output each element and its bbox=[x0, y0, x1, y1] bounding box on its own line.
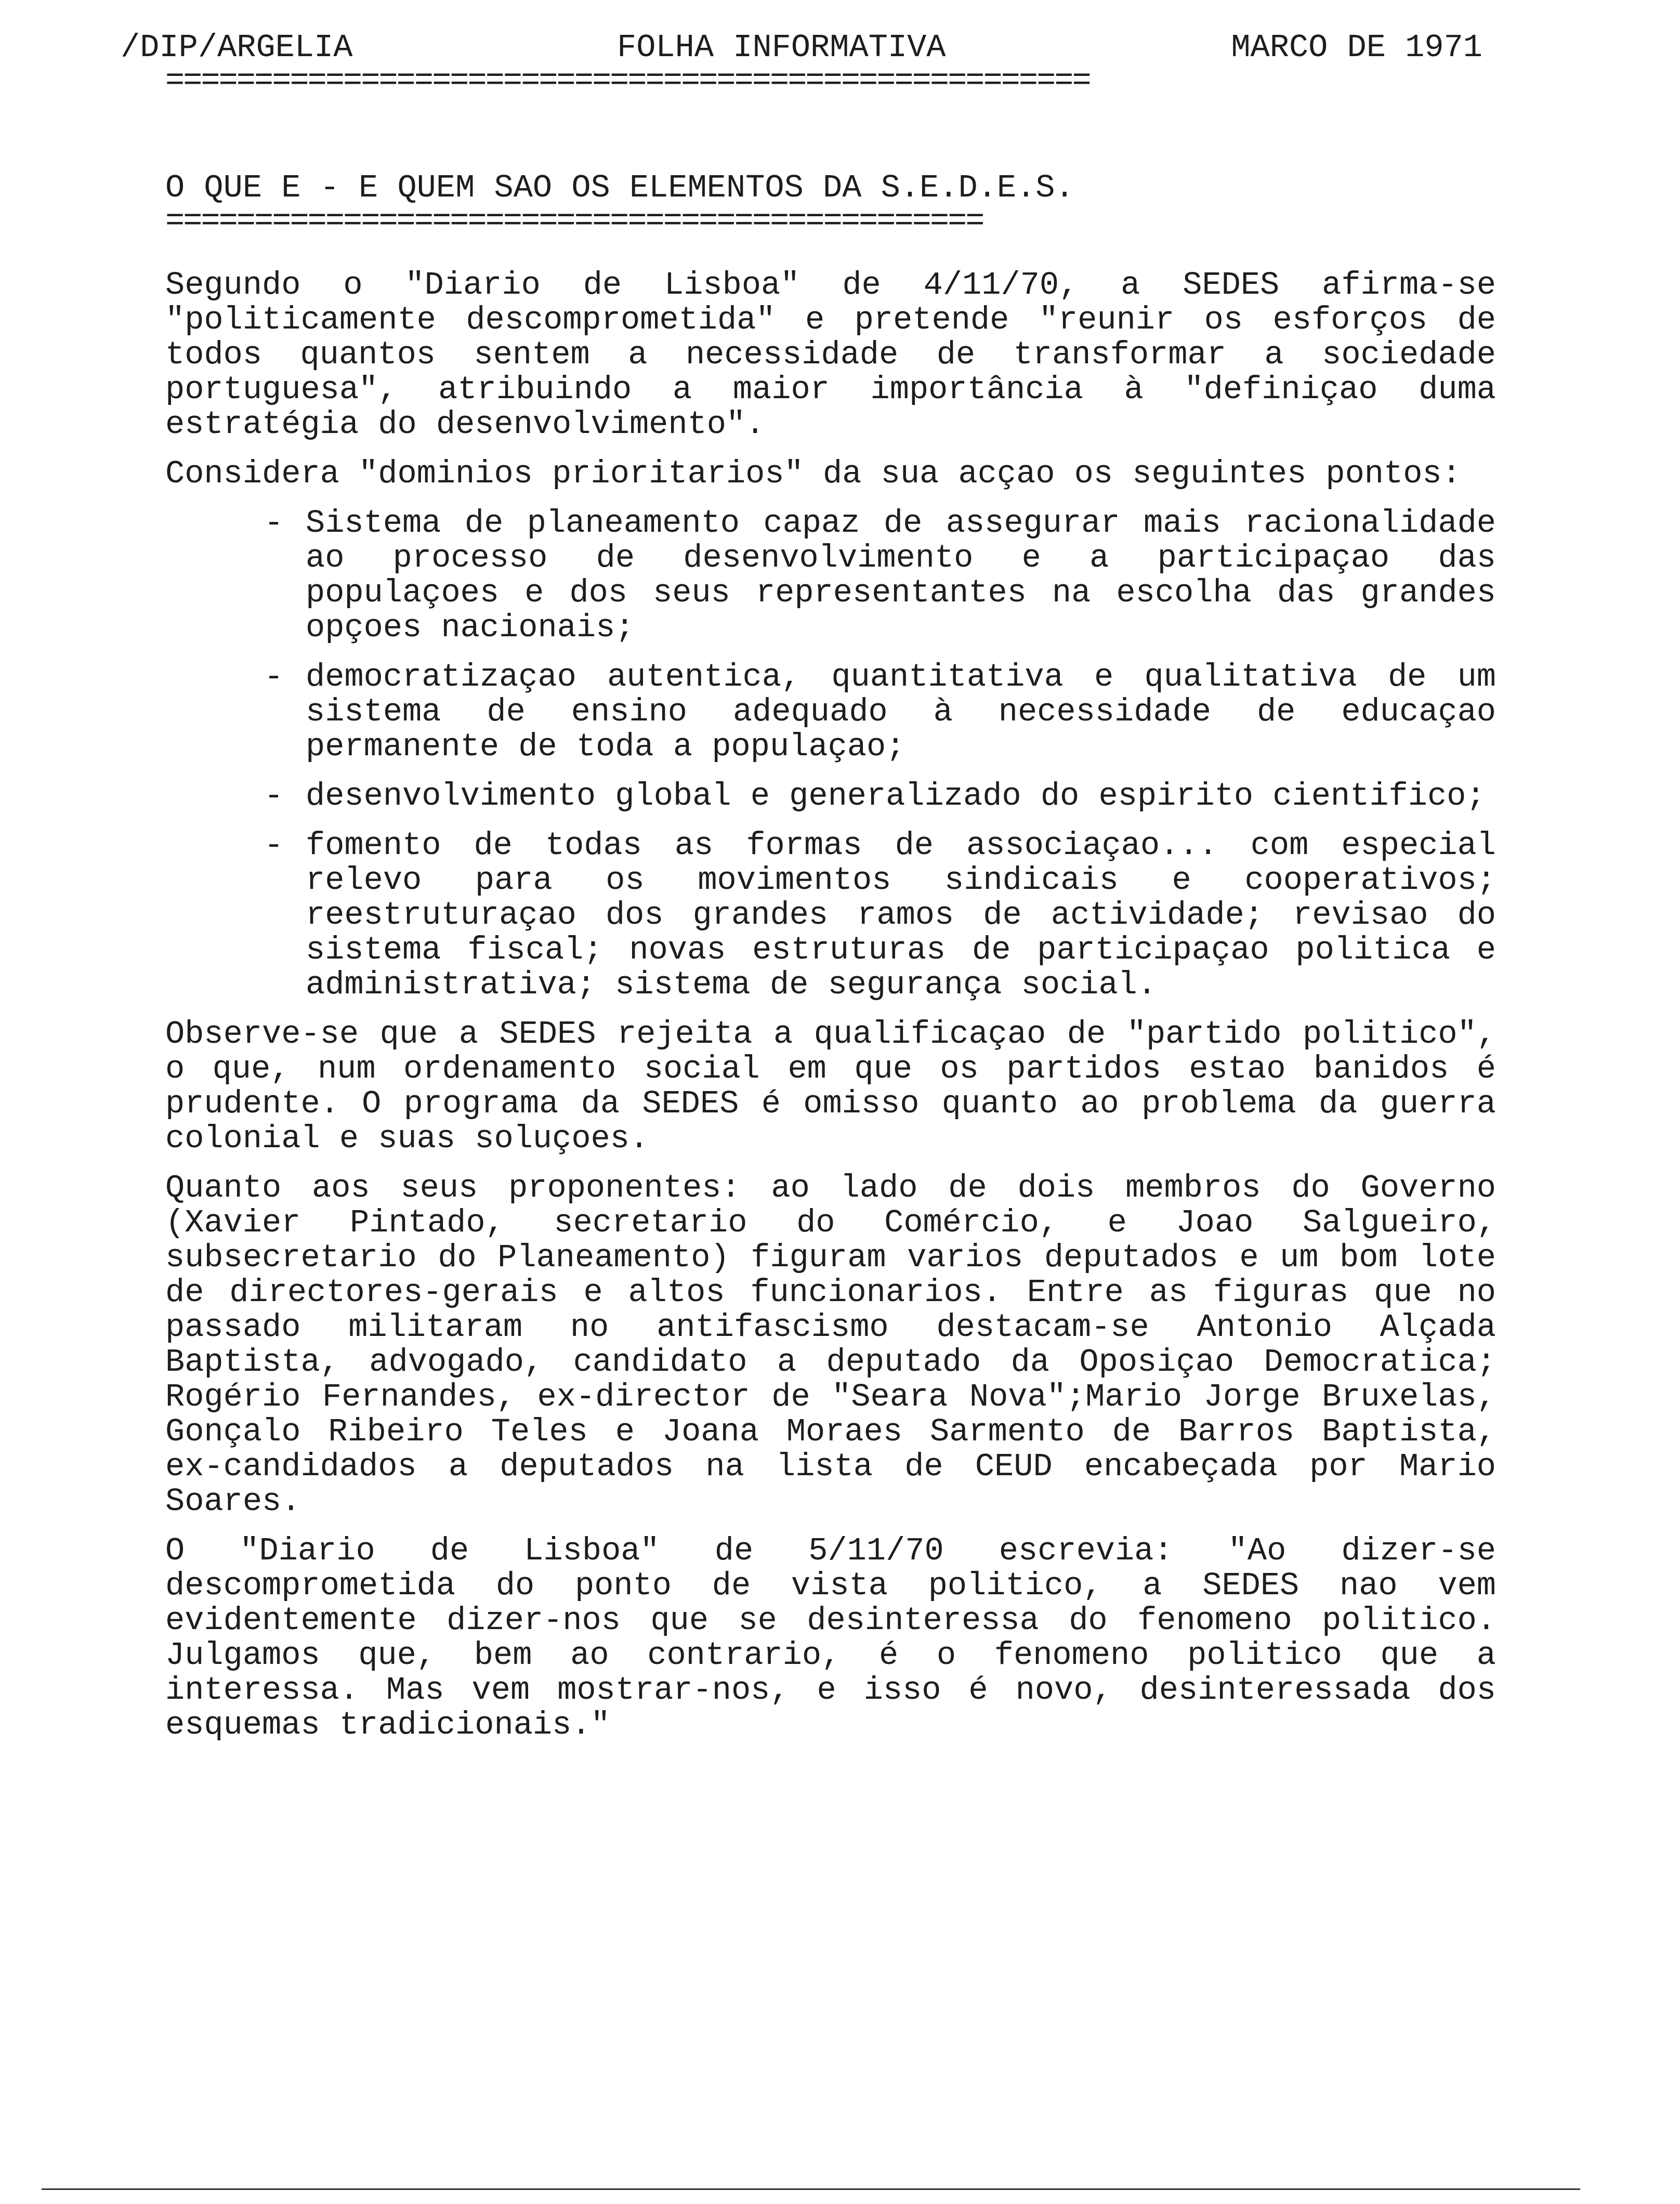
list-item bbox=[165, 660, 1496, 764]
list-dash: - bbox=[264, 827, 284, 864]
list-item bbox=[165, 779, 1496, 814]
list-item-text: Sistema de planeamento capaz de assegurar mais racionalidade ao processo de desenvolvimento e a participaçao das populaçoes e dos seus representantes na escolha das grandes opçoes nacionais; bbox=[306, 505, 1496, 646]
header-rule: ==================================================== bbox=[165, 65, 1090, 97]
footer-divider bbox=[42, 2188, 1580, 2190]
document-body bbox=[165, 268, 1496, 1757]
paragraph-priorities: Considera "dominios prioritarios" da sua acçao os seguintes pontos: bbox=[165, 455, 1461, 492]
list-item bbox=[165, 506, 1496, 645]
header-department: /DIP/ARGELIA bbox=[121, 29, 353, 66]
list-item-text: fomento de todas as formas de associaçao... com especial relevo para os movimentos sindicais e cooperativos; reestruturaçao dos grandes ramos de actividade; revisao do sistema fiscal; novas estruturas de participaçao politica e administrativa; sistema de segurança social. bbox=[306, 827, 1496, 1003]
section-title-rule: ============================================== bbox=[165, 205, 983, 238]
list-dash: - bbox=[264, 778, 284, 815]
section-title: O QUE E - E QUEM SAO OS ELEMENTOS DA S.E.D.E.S. bbox=[165, 169, 1074, 206]
header-title: FOLHA INFORMATIVA bbox=[617, 29, 946, 66]
list-item-text: desenvolvimento global e generalizado do espirito cientifico; bbox=[306, 778, 1486, 815]
paragraph-observation: Observe-se que a SEDES rejeita a qualificaçao de "partido politico", o que, num ordenamento social em que os partidos estao banidos é prudente. O programa da SEDES é omisso quanto ao problema da guerra colonial e suas soluçoes. bbox=[165, 1016, 1496, 1157]
document-header bbox=[121, 27, 1482, 69]
priorities-list bbox=[165, 506, 1496, 1002]
header-date: MARCO DE 1971 bbox=[1231, 29, 1482, 66]
list-item bbox=[165, 828, 1496, 1002]
paragraph-quote: O "Diario de Lisboa" de 5/11/70 escrevia: "Ao dizer-se descomprometida do ponto de vista politico, a SEDES nao vem evidentemente dizer-nos que se desinteressa do fenomeno politico. Julgamos que, bem ao contrario, é o fenomeno politico que a interessa. Mas vem mostrar-nos, e isso é novo, desinteressada dos esquemas tradicionais." bbox=[165, 1532, 1496, 1743]
paragraph-intro: Segundo o "Diario de Lisboa" de 4/11/70, a SEDES afirma-se "politicamente descomprometida" e pretende "reunir os esforços de todos quantos sentem a necessidade de transformar a sociedade portuguesa", atribuindo a maior importância à "definiçao duma estratégia do desenvolvimento". bbox=[165, 267, 1496, 443]
list-dash: - bbox=[264, 659, 284, 696]
list-item-text: democratizaçao autentica, quantitativa e qualitativa de um sistema de ensino adequado à necessidade de educaçao permanente de toda a populaçao; bbox=[306, 659, 1496, 765]
paragraph-proponents: Quanto aos seus proponentes: ao lado de dois membros do Governo (Xavier Pintado, secretario do Comércio, e Joao Salgueiro, subsecretario do Planeamento) figuram varios deputados e um bom lote de directores-gerais e altos funcionarios. Entre as figuras que no passado militaram no antifascismo destacam-se Antonio Alçada Baptista, advogado, candidato a deputado da Oposiçao Democratica; Rogério Fernandes, ex-director de "Seara Nova";Mario Jorge Bruxelas, Gonçalo Ribeiro Teles e Joana Moraes Sarmento de Barros Baptista, ex-candidados a deputados na lista de CEUD encabeçada por Mario Soares. bbox=[165, 1170, 1496, 1520]
list-dash: - bbox=[264, 505, 284, 542]
